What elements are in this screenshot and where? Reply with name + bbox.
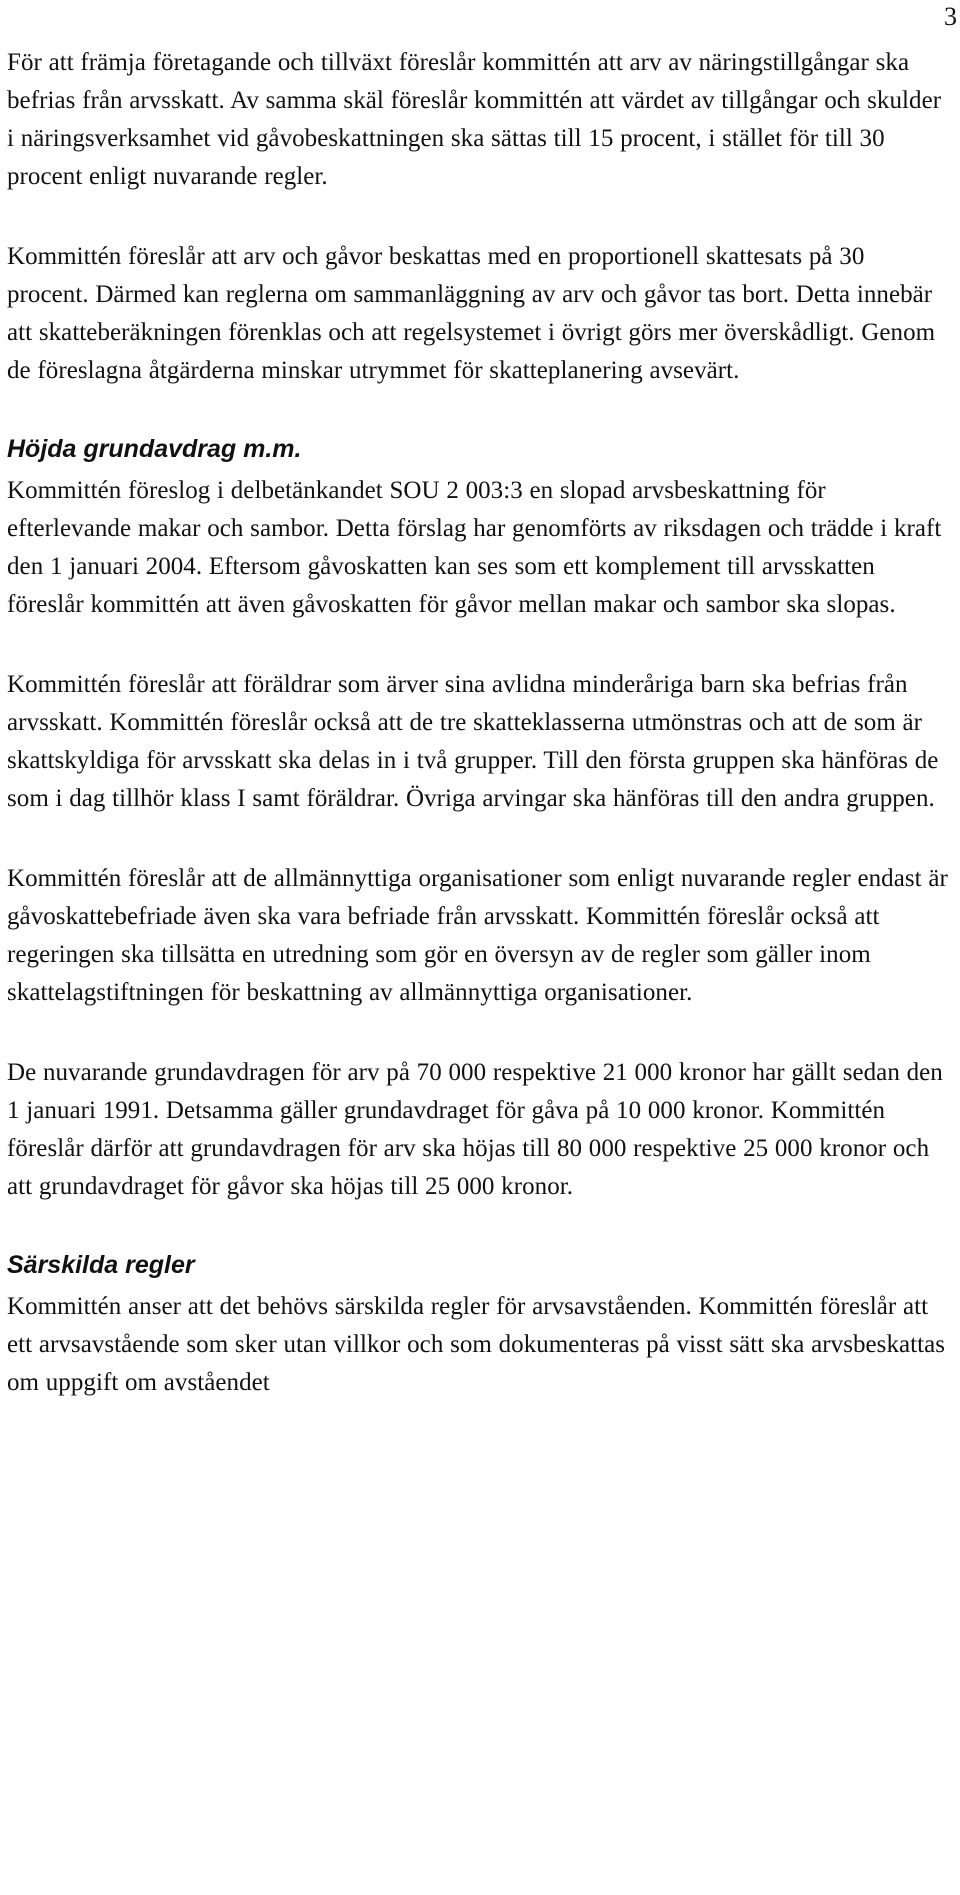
section-heading-special-rules: Särskilda regler — [7, 1251, 195, 1279]
paragraph-basic-deduction-amounts: De nuvarande grundavdragen för arv på 70 000 respektive 21 000 kronor har gällt sedan den 1 januari 1991. Detsamma gäller grundavdraget för gåva på 10 000 kronor. Kommittén föreslår därför att grundavdragen för arv ska höjas till 80 000 respektive 25 000 kronor och att grundavdraget för gåvor ska höjas till 25 000 kronor. — [7, 1059, 943, 1200]
paragraph-proportional-tax: Kommittén föreslår att arv och gåvor beskattas med en proportionell skattesats på 30 procent. Därmed kan reglerna om sammanläggning av arv och gåvor tas bort. Detta innebär att skatteberäkningen förenklas och att regelsystemet i övrigt görs mer överskådligt. Genom de föreslagna åtgärderna minskar utrymmet för skatteplanering avsevärt. — [7, 243, 936, 384]
document-body — [7, 44, 952, 1402]
paragraph-parents-tax-classes: Kommittén föreslår att föräldrar som ärver sina avlidna minderåriga barn ska befrias från arvsskatt. Kommittén föreslår också att de tre skatteklasserna utmönstras och att de som är skattskyldiga för arvsskatt ska delas in i två grupper. Till den första gruppen ska hänföras de som i dag tillhör klass I samt föräldrar. Övriga arvingar ska hänföras till den andra gruppen. — [7, 671, 939, 812]
paragraph-inheritance-waivers: Kommittén anser att det behövs särskilda regler för arvsavståenden. Kommittén föreslår att ett arvsavstående som sker utan villkor och som dokumenteras på visst sätt ska arvsbeskattas om uppgift om avståendet — [7, 1293, 946, 1396]
paragraph-business-assets: För att främja företagande och tillväxt föreslår kommittén att arv av näringstillgångar ska befrias från arvsskatt. Av samma skäl föreslår kommittén att värdet av tillgångar och skulder i näringsverksamhet vid gåvobeskattningen ska sättas till 15 procent, i stället för till 30 procent enligt nuvarande regler. — [7, 49, 942, 190]
paragraph-spouses-cohabitants: Kommittén föreslog i delbetänkandet SOU 2 003:3 en slopad arvsbeskattning för efterlevande makar och sambor. Detta förslag har genomförts av riksdagen och trädde i kraft den 1 januari 2004. Eftersom gåvoskatten kan ses som ett komplement till arvsskatten föreslår kommittén att även gåvoskatten för gåvor mellan makar och sambor ska slopas. — [7, 477, 942, 618]
page-number: 3 — [944, 2, 957, 31]
section-heading-basic-deductions: Höjda grundavdrag m.m. — [7, 435, 302, 463]
paragraph-nonprofit-organisations: Kommittén föreslår att de allmännyttiga organisationer som enligt nuvarande regler endast är gåvoskattebefriade även ska vara befriade från arvsskatt. Kommittén föreslår också att regeringen ska tillsätta en utredning som gör en översyn av de regler som gäller inom skattelagstiftningen för beskattning av allmännyttiga organisationer. — [7, 865, 948, 1006]
